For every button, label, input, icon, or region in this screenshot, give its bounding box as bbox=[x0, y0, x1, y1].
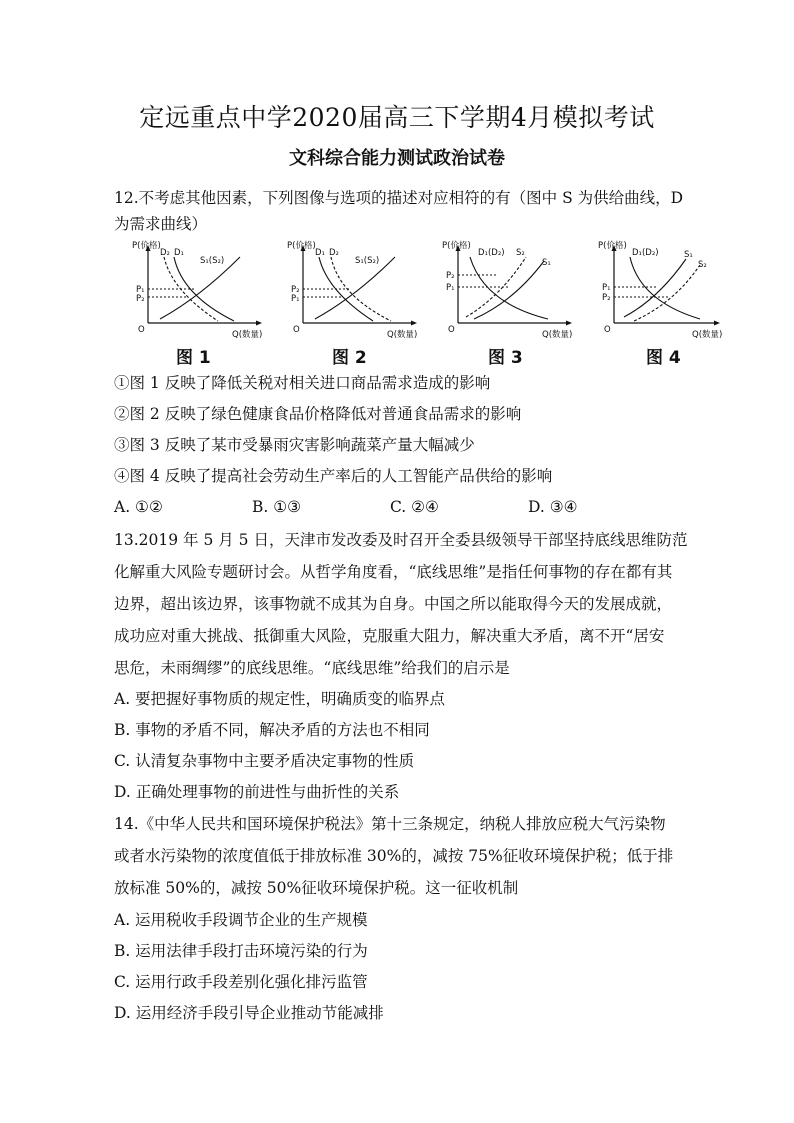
origin-label: O bbox=[604, 325, 611, 335]
curve-label: D₁ bbox=[174, 248, 184, 258]
q12-statement-2: ②图 2 反映了绿色健康食品价格降低对普通食品需求的影响 bbox=[114, 405, 522, 423]
q12-statement-1: ①图 1 反映了降低关税对相关进口商品需求造成的影响 bbox=[114, 374, 491, 392]
q12-option-b[interactable]: B. ①③ bbox=[252, 498, 302, 516]
q13-option-b[interactable]: B. 事物的矛盾不同，解决矛盾的方法也不相同 bbox=[114, 721, 430, 739]
q13-stem-line-1: 13.2019 年 5 月 5 日，天津市发改委及时召开全委县级领导干部坚持底线思维防范 bbox=[114, 531, 688, 549]
x-axis-arrow bbox=[714, 321, 720, 326]
x-axis-arrow bbox=[566, 321, 572, 326]
figure-2-graph bbox=[285, 243, 435, 343]
y-axis-label: P(价格) bbox=[287, 241, 316, 251]
origin-label: O bbox=[138, 325, 145, 335]
curve-label: D₁(D₂) bbox=[478, 248, 505, 258]
q14-option-d[interactable]: D. 运用经济手段引导企业推动节能减排 bbox=[114, 1004, 384, 1022]
origin-label: O bbox=[448, 325, 455, 335]
q14-option-a[interactable]: A. 运用税收手段调节企业的生产规模 bbox=[114, 911, 368, 929]
q12-statement-3: ③图 3 反映了某市受暴雨灾害影响蔬菜产量大幅减少 bbox=[114, 436, 475, 454]
q12-stem-line-1: 12.不考虑其他因素，下列图像与选项的描述对应相符的有（图中 S 为供给曲线，D bbox=[114, 189, 684, 207]
curve-label: S₁(S₂) bbox=[355, 256, 380, 266]
y-axis-label: P(价格) bbox=[442, 241, 471, 251]
price-label: P₂ bbox=[136, 294, 145, 304]
price-label: P₂ bbox=[446, 271, 455, 281]
page-subtitle: 文科综合能力测试政治试卷 bbox=[289, 148, 505, 169]
supply-curve bbox=[160, 257, 240, 319]
curve-label: S₁ bbox=[684, 250, 693, 260]
q13-stem-line-2: 化解重大风险专题研讨会。从哲学角度看，“底线思维”是指任何事物的存在都有其 bbox=[114, 563, 673, 581]
q12-option-a[interactable]: A. ①② bbox=[114, 498, 163, 516]
curve-label: D₁ bbox=[315, 248, 325, 258]
price-label: P₁ bbox=[602, 283, 611, 293]
page-title: 定远重点中学2020届高三下学期4月模拟考试 bbox=[139, 103, 655, 132]
q13-stem-line-5: 思危，未雨绸缪”的底线思维。“底线思维”给我们的启示是 bbox=[114, 659, 510, 677]
curve-label: D₁(D₂) bbox=[632, 248, 659, 258]
x-axis-label: Q(数量) bbox=[692, 330, 723, 340]
q13-stem-line-4: 成功应对重大挑战、抵御重大风险，克服重大阻力，解决重大矛盾，离不开“居安 bbox=[114, 627, 665, 645]
q14-option-b[interactable]: B. 运用法律手段打击环境污染的行为 bbox=[114, 942, 368, 960]
q13-stem-line-3: 边界，超出该边界，该事物就不成其为自身。中国之所以能取得今天的发展成就， bbox=[114, 595, 673, 613]
supply-curve-s1 bbox=[474, 261, 544, 319]
supply-curve bbox=[315, 257, 395, 319]
price-label: P₁ bbox=[446, 283, 455, 293]
figure-2-caption: 图 2 bbox=[332, 348, 367, 368]
curve-label: S₁(S₂) bbox=[200, 256, 225, 266]
figure-4-graph bbox=[596, 243, 746, 343]
curve-label: S₂ bbox=[698, 260, 707, 270]
q13-option-d[interactable]: D. 正确处理事物的前进性与曲折性的关系 bbox=[114, 783, 400, 801]
q12-option-d[interactable]: D. ③④ bbox=[528, 498, 578, 516]
supply-curve-s2 bbox=[634, 265, 700, 321]
demand-curve bbox=[630, 257, 700, 319]
y-axis-label: P(价格) bbox=[598, 241, 627, 251]
curve-label: S₂ bbox=[516, 248, 525, 258]
x-axis-label: Q(数量) bbox=[542, 330, 573, 340]
price-label: P₂ bbox=[602, 293, 611, 303]
figure-1-caption: 图 1 bbox=[176, 348, 211, 368]
curve-label: D₂ bbox=[329, 248, 339, 258]
q13-option-a[interactable]: A. 要把握好事物质的规定性，明确质变的临界点 bbox=[114, 690, 446, 708]
q12-option-c[interactable]: C. ②④ bbox=[390, 498, 439, 516]
x-axis-label: Q(数量) bbox=[232, 330, 263, 340]
q13-option-c[interactable]: C. 认清复杂事物中主要矛盾决定事物的性质 bbox=[114, 752, 415, 770]
x-axis-label: Q(数量) bbox=[387, 330, 418, 340]
curve-label: S₁ bbox=[542, 258, 551, 268]
q14-option-c[interactable]: C. 运用行政手段差别化强化排污监管 bbox=[114, 973, 368, 991]
q14-stem-line-3: 放标准 50%的，减按 50%征收环境保护税。这一征收机制 bbox=[114, 879, 519, 897]
q14-stem-line-1: 14.《中华人民共和国环境保护税法》第十三条规定，纳税人排放应税大气污染物 bbox=[114, 815, 666, 833]
q12-statement-4: ④图 4 反映了提高社会劳动生产率后的人工智能产品供给的影响 bbox=[114, 467, 553, 485]
x-axis-arrow bbox=[411, 321, 417, 326]
q14-stem-line-2: 或者水污染物的浓度值低于排放标准 30%的，减按 75%征收环境保护税；低于排 bbox=[114, 847, 674, 865]
figure-3-graph bbox=[440, 243, 590, 343]
figure-3-caption: 图 3 bbox=[488, 348, 523, 368]
price-label: P₂ bbox=[291, 285, 300, 295]
origin-label: O bbox=[293, 325, 300, 335]
demand-curve bbox=[470, 257, 548, 319]
x-axis-arrow bbox=[256, 321, 262, 326]
curve-label: D₂ bbox=[160, 248, 170, 258]
y-axis-label: P(价格) bbox=[132, 241, 161, 251]
q12-stem-line-2: 为需求曲线） bbox=[114, 215, 208, 233]
figure-4-caption: 图 4 bbox=[646, 348, 681, 368]
figure-1-graph bbox=[130, 243, 280, 343]
price-label: P₁ bbox=[136, 285, 145, 295]
price-label: P₁ bbox=[291, 294, 300, 304]
